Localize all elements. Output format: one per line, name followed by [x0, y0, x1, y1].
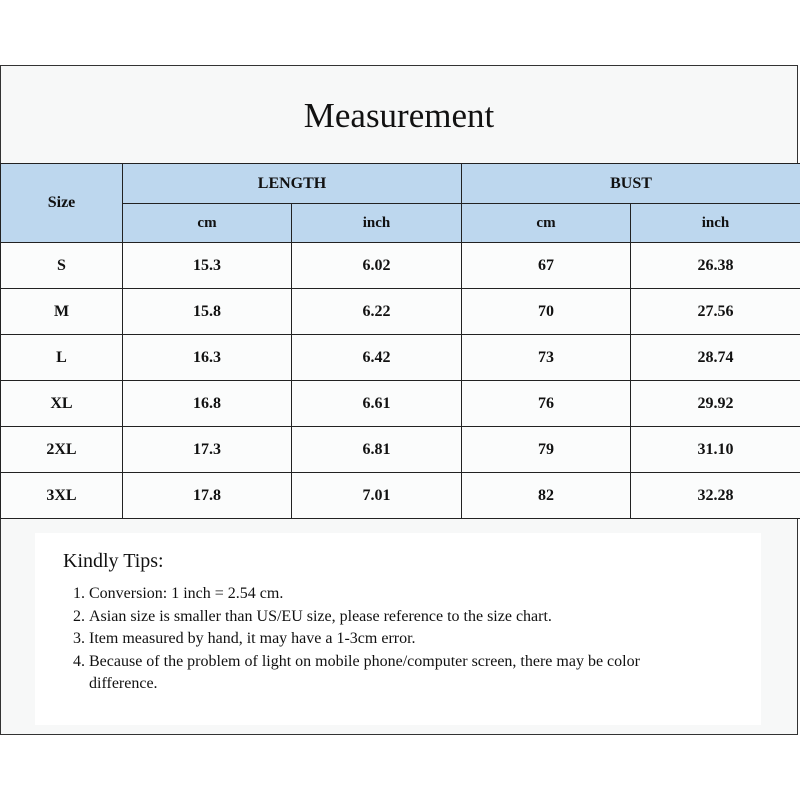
tips-title: Kindly Tips:: [63, 550, 164, 572]
value-cell: 6.22: [292, 289, 462, 335]
value-cell: 32.28: [631, 473, 800, 519]
value-cell: 6.61: [292, 381, 462, 427]
size-cell: XL: [1, 381, 123, 427]
value-cell: 16.8: [123, 381, 292, 427]
unit-header: inch: [292, 204, 462, 243]
value-cell: 73: [462, 335, 631, 381]
size-chart: [0, 65, 798, 735]
value-cell: 17.3: [123, 427, 292, 473]
value-cell: 29.92: [631, 381, 800, 427]
value-cell: 31.10: [631, 427, 800, 473]
unit-header: cm: [123, 204, 292, 243]
size-cell: 3XL: [1, 473, 123, 519]
value-cell: 26.38: [631, 243, 800, 289]
value-cell: 70: [462, 289, 631, 335]
size-header: Size: [1, 164, 123, 243]
tip-item: 3. Item measured by hand, it may have a 1-3cm error.: [89, 628, 709, 651]
table-row: [1, 381, 800, 427]
value-cell: 16.3: [123, 335, 292, 381]
value-cell: 28.74: [631, 335, 800, 381]
length-header: LENGTH: [123, 164, 462, 204]
tip-item: 1. Conversion: 1 inch = 2.54 cm.: [89, 583, 709, 606]
value-cell: 67: [462, 243, 631, 289]
unit-header: cm: [462, 204, 631, 243]
value-cell: 6.42: [292, 335, 462, 381]
table-row: [1, 427, 800, 473]
size-cell: S: [1, 243, 123, 289]
value-cell: 15.8: [123, 289, 292, 335]
value-cell: 82: [462, 473, 631, 519]
value-cell: 6.81: [292, 427, 462, 473]
table-row: [1, 473, 800, 519]
tips-box: [35, 533, 761, 725]
size-cell: 2XL: [1, 427, 123, 473]
value-cell: 79: [462, 427, 631, 473]
size-cell: M: [1, 289, 123, 335]
measurement-table: [0, 163, 800, 519]
table-row: [1, 289, 800, 335]
tip-item: 4. Because of the problem of light on mobile phone/computer screen, there may be color difference.: [89, 651, 709, 696]
unit-header: inch: [631, 204, 800, 243]
table-row: [1, 243, 800, 289]
table-row: [1, 335, 800, 381]
value-cell: 7.01: [292, 473, 462, 519]
bust-header: BUST: [462, 164, 800, 204]
tip-item: 2. Asian size is smaller than US/EU size, please reference to the size chart.: [89, 606, 709, 629]
size-cell: L: [1, 335, 123, 381]
value-cell: 76: [462, 381, 631, 427]
value-cell: 17.8: [123, 473, 292, 519]
chart-title: Measurement: [1, 66, 797, 163]
value-cell: 27.56: [631, 289, 800, 335]
value-cell: 15.3: [123, 243, 292, 289]
value-cell: 6.02: [292, 243, 462, 289]
